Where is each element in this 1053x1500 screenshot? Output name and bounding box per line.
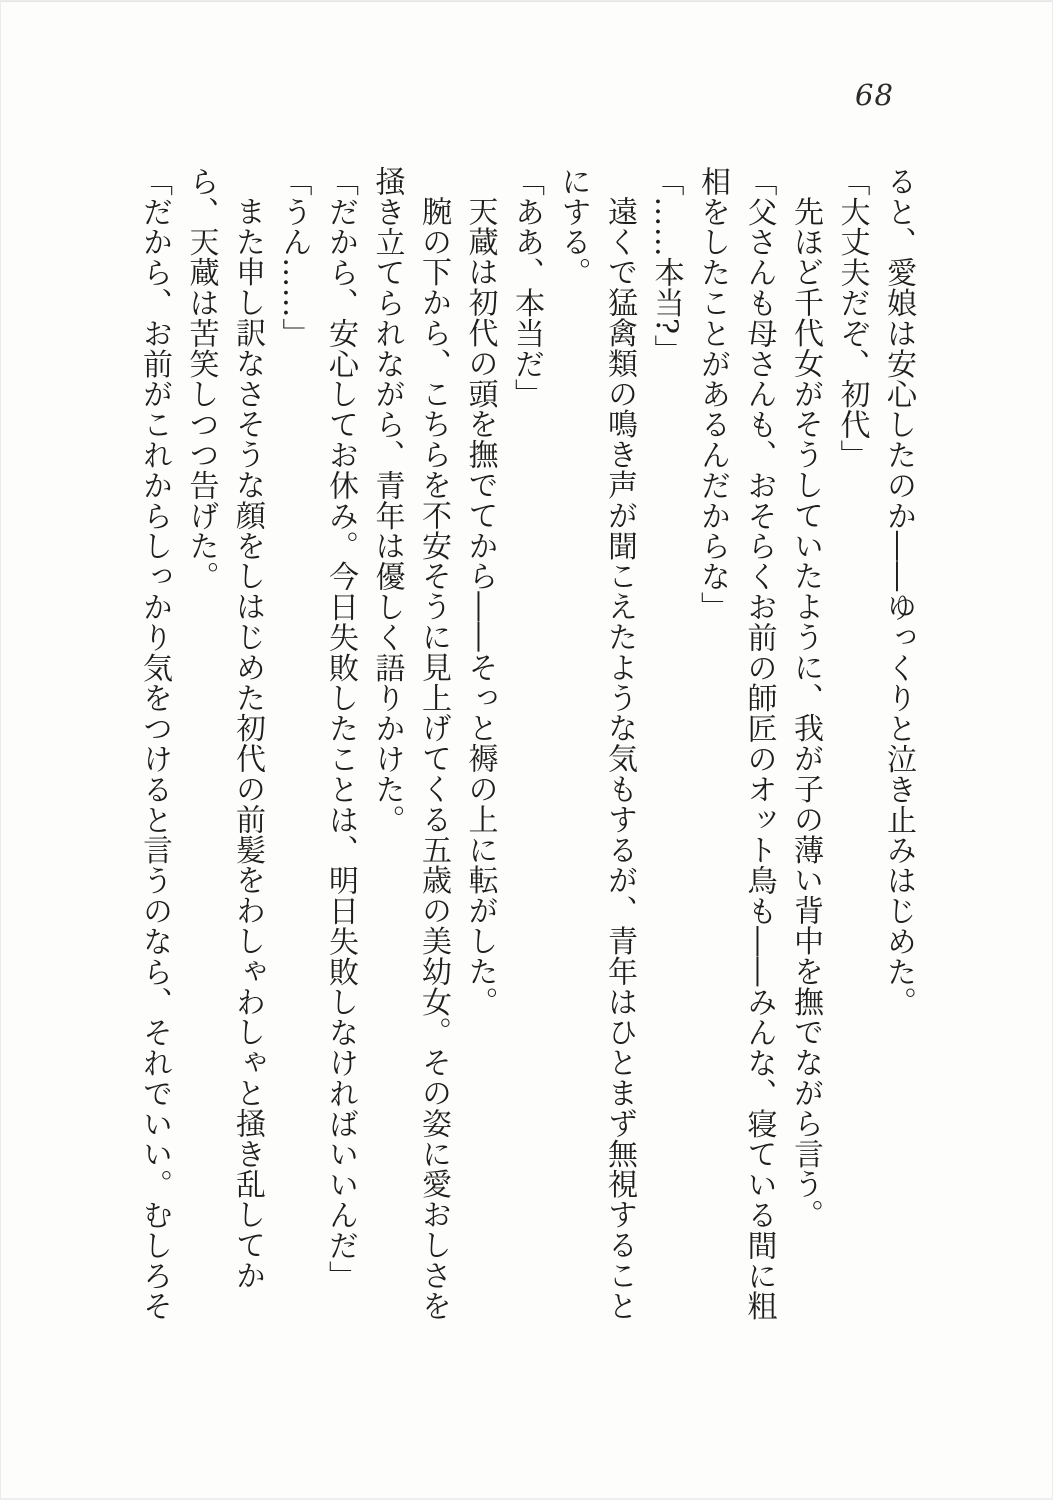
paragraph: 腕の下から、こちらを不安そうに見上げてくる五歳の美幼女。その姿に愛おしさを掻き立てられながら、青年は優しく語りかけた。 — [369, 166, 451, 1321]
text-block — [131, 166, 922, 1350]
paragraph: 「ああ、本当だ」 — [509, 166, 544, 410]
paragraph: 天蔵は初代の頭を撫でてから――そっと褥の上に転がした。 — [462, 196, 498, 1017]
page-number: 68 — [855, 78, 894, 112]
paragraph: 「……本当?」 — [648, 166, 684, 365]
paragraph: ると、愛娘は安心したのか――ゆっくりと泣き止みはじめた。 — [881, 166, 916, 1018]
paragraph: 先ほど千代女がそうしていたように、我が子の薄い背中を撫でながら言う。 — [788, 196, 823, 1230]
paragraph: 「だから、お前がこれからしっかり気をつけると言うのなら、それでいい。むしろそ — [137, 166, 172, 1322]
paragraph: また申し訳なさそうな顔をしはじめた初代の前髪をわしゃわしゃと掻き乱してから、天蔵は苦笑しつつ告げた。 — [183, 166, 265, 1291]
paragraph: 「父さんも母さんも、おそらくお前の師匠のオット鳥も――みんな、寝ている間に粗相をしたことがあるんだからな」 — [695, 166, 777, 1322]
paragraph: 「うん……」 — [276, 166, 312, 349]
paragraph: 遠くで猛禽類の鳴き声が聞こえたような気もするが、青年はひとまず無視することにする。 — [555, 166, 637, 1321]
paragraph: 「大丈夫だぞ、初代」 — [834, 166, 870, 470]
paragraph: 「だから、安心してお休み。今日失敗したことは、明日失敗しなければいいんだ」 — [323, 166, 358, 1291]
